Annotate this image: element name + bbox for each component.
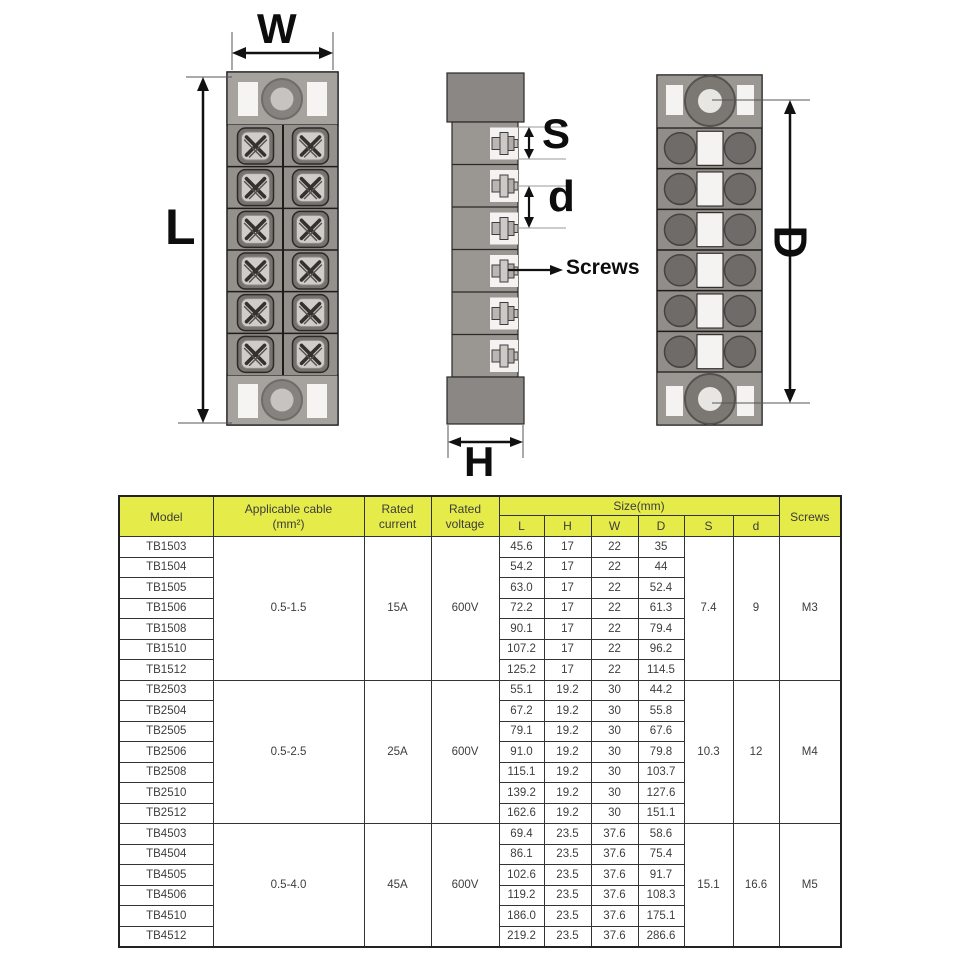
- model-cell: TB2504: [119, 701, 213, 722]
- dim-L-cell: 67.2: [499, 701, 544, 722]
- model-cell: TB4506: [119, 885, 213, 906]
- length-dimension-label: L: [165, 199, 196, 255]
- dim-d-cell: 12: [733, 680, 779, 824]
- cable-cell: 0.5-1.5: [213, 537, 364, 681]
- dim-L-cell: 55.1: [499, 680, 544, 701]
- center-slot: [697, 294, 723, 328]
- mount-slot: [307, 82, 327, 116]
- dim-d-cell: 9: [733, 537, 779, 681]
- dim-D-cell: 55.8: [638, 701, 684, 722]
- screw-terminal-icon: [238, 336, 274, 372]
- dim-H-cell: 17: [544, 537, 591, 558]
- model-cell: TB2510: [119, 783, 213, 804]
- bottom-hole-icon: [665, 296, 696, 327]
- dim-D-cell: 75.4: [638, 844, 684, 865]
- dim-H-cell: 17: [544, 598, 591, 619]
- dim-D-cell: 35: [638, 537, 684, 558]
- dim-H-cell: 17: [544, 619, 591, 640]
- screw-terminal-icon: [293, 336, 329, 372]
- side-screw-icon: [490, 298, 518, 330]
- side-view: [447, 73, 524, 424]
- dim-H-cell: 19.2: [544, 803, 591, 824]
- dim-L-cell: 90.1: [499, 619, 544, 640]
- pitch-dimension-label: d: [548, 172, 575, 221]
- dim-W-cell: 22: [591, 598, 638, 619]
- screws-cell: M3: [779, 537, 841, 681]
- table-row: [119, 680, 841, 701]
- bottom-hole-icon: [725, 214, 756, 245]
- dim-L-cell: 162.6: [499, 803, 544, 824]
- model-cell: TB1508: [119, 619, 213, 640]
- model-cell: TB1503: [119, 537, 213, 558]
- center-slot: [697, 253, 723, 287]
- screw-terminal-icon: [238, 295, 274, 331]
- screw-terminal-icon: [238, 170, 274, 206]
- dim-L-cell: 219.2: [499, 926, 544, 947]
- dim-L-cell: 91.0: [499, 742, 544, 763]
- bottom-view: [657, 75, 762, 425]
- current-cell: 25A: [364, 680, 431, 824]
- model-cell: TB2512: [119, 803, 213, 824]
- dim-D-cell: 67.6: [638, 721, 684, 742]
- col-header-model: Model: [119, 496, 213, 537]
- dim-W-cell: 30: [591, 783, 638, 804]
- size-subcol-header: H: [544, 516, 591, 537]
- dim-H-cell: 19.2: [544, 783, 591, 804]
- dim-H-cell: 19.2: [544, 721, 591, 742]
- col-header-screws: Screws: [779, 496, 841, 537]
- dim-H-cell: 23.5: [544, 824, 591, 845]
- dim-W-cell: 22: [591, 557, 638, 578]
- mount-hole: [271, 88, 294, 111]
- voltage-cell: 600V: [431, 537, 499, 681]
- dim-W-cell: 30: [591, 680, 638, 701]
- screw-terminal-icon: [293, 295, 329, 331]
- screws-cell: M4: [779, 680, 841, 824]
- col-header-current: Rated current: [364, 496, 431, 537]
- dim-W-cell: 37.6: [591, 844, 638, 865]
- dim-D-cell: 286.6: [638, 926, 684, 947]
- center-slot: [697, 213, 723, 247]
- side-screw-icon: [490, 128, 518, 160]
- dim-L-cell: 115.1: [499, 762, 544, 783]
- mount-slot: [238, 384, 258, 418]
- mount-hole: [271, 389, 294, 412]
- dim-H-cell: 17: [544, 660, 591, 681]
- dim-D-cell: 91.7: [638, 865, 684, 886]
- screw-head-dimension-label: S: [542, 110, 571, 157]
- cable-cell: 0.5-4.0: [213, 824, 364, 948]
- center-slot: [697, 335, 723, 369]
- spec-table: [118, 495, 842, 948]
- size-subcol-header: S: [684, 516, 733, 537]
- screw-terminal-icon: [293, 170, 329, 206]
- dim-W-cell: 22: [591, 660, 638, 681]
- dim-W-cell: 30: [591, 762, 638, 783]
- dim-H-cell: 19.2: [544, 680, 591, 701]
- size-subcol-header: L: [499, 516, 544, 537]
- dim-D-cell: 175.1: [638, 906, 684, 927]
- dim-S-cell: 7.4: [684, 537, 733, 681]
- model-cell: TB1504: [119, 557, 213, 578]
- dim-L-cell: 102.6: [499, 865, 544, 886]
- dim-D-cell: 114.5: [638, 660, 684, 681]
- dim-L-cell: 54.2: [499, 557, 544, 578]
- dim-D-cell: 58.6: [638, 824, 684, 845]
- dim-D-cell: 52.4: [638, 578, 684, 599]
- dim-D-cell: 79.4: [638, 619, 684, 640]
- dim-L-cell: 139.2: [499, 783, 544, 804]
- top-view: [227, 72, 338, 425]
- col-header-size: Size(mm): [499, 496, 779, 516]
- dim-L-cell: 119.2: [499, 885, 544, 906]
- model-cell: TB4505: [119, 865, 213, 886]
- dim-W-cell: 30: [591, 701, 638, 722]
- screw-terminal-icon: [238, 128, 274, 164]
- bottom-hole-icon: [725, 255, 756, 286]
- dim-D-cell: 44: [638, 557, 684, 578]
- bottom-hole-icon: [665, 255, 696, 286]
- model-cell: TB2505: [119, 721, 213, 742]
- size-subcol-header: D: [638, 516, 684, 537]
- dim-L-cell: 86.1: [499, 844, 544, 865]
- bottom-hole-icon: [725, 174, 756, 205]
- dim-H-cell: 17: [544, 557, 591, 578]
- dim-W-cell: 37.6: [591, 885, 638, 906]
- mount-distance-dimension-label: D: [764, 225, 817, 259]
- dim-W-cell: 37.6: [591, 824, 638, 845]
- dim-L-cell: 72.2: [499, 598, 544, 619]
- dim-W-cell: 30: [591, 742, 638, 763]
- dim-W-cell: 37.6: [591, 865, 638, 886]
- dim-D-cell: 108.3: [638, 885, 684, 906]
- table-row: [119, 537, 841, 558]
- dim-D-cell: 44.2: [638, 680, 684, 701]
- side-base: [447, 377, 524, 424]
- model-cell: TB4510: [119, 906, 213, 927]
- mount-hole: [698, 89, 722, 113]
- dim-W-cell: 22: [591, 639, 638, 660]
- bottom-hole-icon: [665, 336, 696, 367]
- table-body: [119, 537, 841, 948]
- dim-D-cell: 103.7: [638, 762, 684, 783]
- screw-terminal-icon: [238, 253, 274, 289]
- dim-S-cell: 15.1: [684, 824, 733, 948]
- dim-H-cell: 23.5: [544, 865, 591, 886]
- screw-terminal-icon: [293, 211, 329, 247]
- bottom-hole-icon: [665, 214, 696, 245]
- dim-H-cell: 23.5: [544, 885, 591, 906]
- side-cap: [447, 73, 524, 122]
- mount-hole: [698, 387, 722, 411]
- dim-D-cell: 127.6: [638, 783, 684, 804]
- current-cell: 15A: [364, 537, 431, 681]
- voltage-cell: 600V: [431, 680, 499, 824]
- dim-L-cell: 69.4: [499, 824, 544, 845]
- model-cell: TB1505: [119, 578, 213, 599]
- dim-S-cell: 10.3: [684, 680, 733, 824]
- screw-terminal-icon: [238, 211, 274, 247]
- dim-W-cell: 37.6: [591, 906, 638, 927]
- dim-W-cell: 30: [591, 803, 638, 824]
- dim-D-cell: 79.8: [638, 742, 684, 763]
- center-slot: [697, 131, 723, 165]
- mount-slot: [238, 82, 258, 116]
- dim-W-cell: 37.6: [591, 926, 638, 947]
- table-row: [119, 824, 841, 845]
- dim-d-cell: 16.6: [733, 824, 779, 948]
- bottom-hole-icon: [725, 296, 756, 327]
- side-screw-icon: [490, 340, 518, 372]
- model-cell: TB4512: [119, 926, 213, 947]
- screw-terminal-icon: [293, 128, 329, 164]
- bottom-hole-icon: [725, 336, 756, 367]
- dim-W-cell: 22: [591, 537, 638, 558]
- model-cell: TB2508: [119, 762, 213, 783]
- col-header-voltage: Rated voltage: [431, 496, 499, 537]
- dim-H-cell: 19.2: [544, 762, 591, 783]
- size-subcol-header: W: [591, 516, 638, 537]
- cable-cell: 0.5-2.5: [213, 680, 364, 824]
- dim-L-cell: 45.6: [499, 537, 544, 558]
- model-cell: TB1510: [119, 639, 213, 660]
- width-dimension-label: W: [257, 5, 297, 52]
- bottom-hole-icon: [665, 174, 696, 205]
- side-screw-icon: [490, 213, 518, 245]
- height-dimension-label: H: [464, 438, 495, 485]
- dim-H-cell: 19.2: [544, 701, 591, 722]
- screws-cell: M5: [779, 824, 841, 948]
- dim-L-cell: 79.1: [499, 721, 544, 742]
- dim-D-cell: 61.3: [638, 598, 684, 619]
- model-cell: TB1506: [119, 598, 213, 619]
- model-cell: TB4503: [119, 824, 213, 845]
- center-slot: [697, 172, 723, 206]
- model-cell: TB2506: [119, 742, 213, 763]
- screws-label: Screws: [566, 256, 640, 279]
- current-cell: 45A: [364, 824, 431, 948]
- size-subcol-header: d: [733, 516, 779, 537]
- dim-H-cell: 17: [544, 639, 591, 660]
- model-cell: TB1512: [119, 660, 213, 681]
- mount-slot: [666, 85, 683, 115]
- dim-W-cell: 30: [591, 721, 638, 742]
- dim-H-cell: 19.2: [544, 742, 591, 763]
- dim-H-cell: 23.5: [544, 906, 591, 927]
- table-header: [119, 496, 841, 537]
- col-header-cable: Applicable cable (mm²): [213, 496, 364, 537]
- dim-W-cell: 22: [591, 619, 638, 640]
- dim-H-cell: 23.5: [544, 926, 591, 947]
- mount-slot: [666, 386, 683, 416]
- bottom-hole-icon: [665, 133, 696, 164]
- dim-D-cell: 151.1: [638, 803, 684, 824]
- model-cell: TB2503: [119, 680, 213, 701]
- voltage-cell: 600V: [431, 824, 499, 948]
- dim-D-cell: 96.2: [638, 639, 684, 660]
- dim-L-cell: 63.0: [499, 578, 544, 599]
- dim-H-cell: 17: [544, 578, 591, 599]
- mount-slot: [737, 386, 754, 416]
- side-screw-icon: [490, 170, 518, 202]
- screw-terminal-icon: [293, 253, 329, 289]
- dim-L-cell: 107.2: [499, 639, 544, 660]
- model-cell: TB4504: [119, 844, 213, 865]
- mount-slot: [307, 384, 327, 418]
- dim-W-cell: 22: [591, 578, 638, 599]
- dim-L-cell: 125.2: [499, 660, 544, 681]
- dim-L-cell: 186.0: [499, 906, 544, 927]
- dim-H-cell: 23.5: [544, 844, 591, 865]
- bottom-hole-icon: [725, 133, 756, 164]
